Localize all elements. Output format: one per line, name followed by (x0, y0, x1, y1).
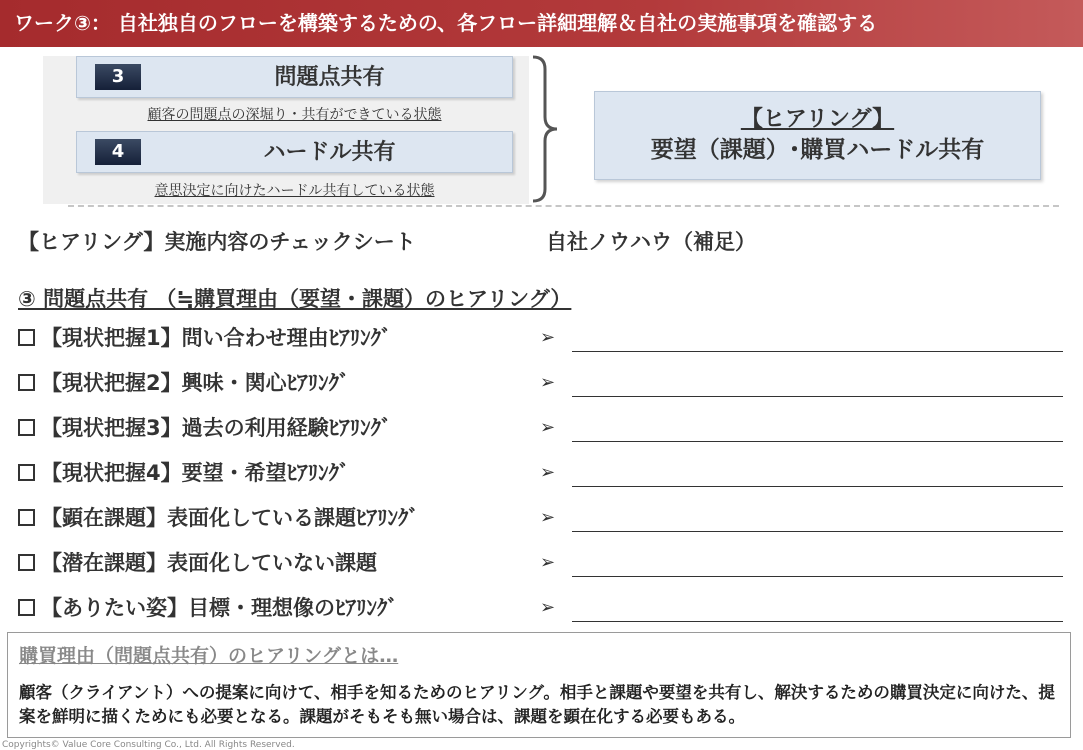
checklist-item-label: 【現状把握3】過去の利用経験ﾋｱﾘﾝｸﾞ (41, 416, 392, 440)
page-header (0, 0, 1083, 47)
checklist-item (18, 323, 392, 353)
checklist-item (18, 458, 350, 488)
dashed-divider (68, 205, 1059, 207)
checklist-item-label: 【現状把握2】興味・関心ﾋｱﾘﾝｸﾞ (41, 371, 350, 395)
knowhow-fill-line[interactable] (572, 396, 1063, 397)
checklist-item (18, 593, 398, 623)
checklist-item-label: 【現状把握4】要望・希望ﾋｱﾘﾝｸﾞ (41, 461, 350, 485)
knowhow-fill-line[interactable] (572, 486, 1063, 487)
copyright: Copyrights© Value Core Consulting Co., Ltd. All Rights Reserved. (2, 740, 295, 750)
knowhow-section-title: 自社ノウハウ（補足） (546, 230, 756, 254)
step-3-title: 問題点共有 (274, 65, 385, 90)
checklist-item-label: 【ありたい姿】目標・理想像のﾋｱﾘﾝｸﾞ (41, 596, 398, 620)
knowhow-fill-line[interactable] (572, 531, 1063, 532)
checkbox[interactable] (18, 464, 35, 481)
explanation-title: 購買理由（問題点共有）のヒアリングとは… (19, 645, 399, 667)
checklist-item-label: 【潜在課題】表面化していない課題 (41, 551, 377, 575)
arrow-icon: ➢ (540, 597, 556, 618)
checklist-item (18, 368, 350, 398)
arrow-icon: ➢ (540, 327, 556, 348)
checkbox[interactable] (18, 599, 35, 616)
explanation-body: 顧客（クライアント）への提案に向けて、相手を知るためのヒアリング。相手と課題や要望を共有し、解決するための購買決定に向けた、提案を鮮明に描くためにも必要となる。課題がそもそも無い場合は、課題を顕在化する必要もある。 (19, 683, 1055, 726)
target-subject: 要望（課題）･購買ハードル共有 (650, 137, 985, 163)
checkbox[interactable] (18, 509, 35, 526)
checkbox[interactable] (18, 419, 35, 436)
checkbox[interactable] (18, 329, 35, 346)
knowhow-fill-line[interactable] (572, 441, 1063, 442)
arrow-icon: ➢ (540, 552, 556, 573)
knowhow-fill-line[interactable] (572, 351, 1063, 352)
target-heading: 【ヒアリング】 (740, 107, 895, 132)
arrow-icon: ➢ (540, 417, 556, 438)
step-3-box (76, 56, 513, 98)
explanation-box (7, 632, 1071, 738)
step-4-subtitle: 意思決定に向けたハードル共有している状態 (154, 183, 435, 199)
step-4-box (76, 131, 513, 173)
arrow-icon: ➢ (540, 462, 556, 483)
arrow-icon: ➢ (540, 507, 556, 528)
arrow-icon: ➢ (540, 372, 556, 393)
knowhow-fill-line[interactable] (572, 576, 1063, 577)
checklist-item (18, 413, 392, 443)
checklist-section-title: 【ヒアリング】実施内容のチェックシート (18, 230, 416, 254)
step-3-subtitle: 顧客の問題点の深堀り・共有ができている状態 (147, 107, 442, 123)
knowhow-fill-line[interactable] (572, 621, 1063, 622)
hearing-target-box (594, 91, 1041, 180)
checklist-item (18, 503, 419, 533)
checklist-item-label: 【顕在課題】表面化している課題ﾋｱﾘﾝｸﾞ (41, 506, 419, 530)
checklist-item-label: 【現状把握1】問い合わせ理由ﾋｱﾘﾝｸﾞ (41, 326, 392, 350)
checkbox[interactable] (18, 374, 35, 391)
step-4-number: 4 (95, 139, 141, 165)
checkbox[interactable] (18, 554, 35, 571)
question-title: ③ 問題点共有 （≒購買理由（要望・課題）のヒアリング） (18, 287, 572, 311)
step-4-title: ハードル共有 (263, 140, 396, 165)
step-3-number: 3 (95, 64, 141, 90)
checklist-item (18, 548, 377, 578)
brace-connector (531, 55, 559, 203)
page-title: ワーク③： 自社独自のフローを構築するための、各フロー詳細理解＆自社の実施事項を確認する (14, 11, 878, 35)
